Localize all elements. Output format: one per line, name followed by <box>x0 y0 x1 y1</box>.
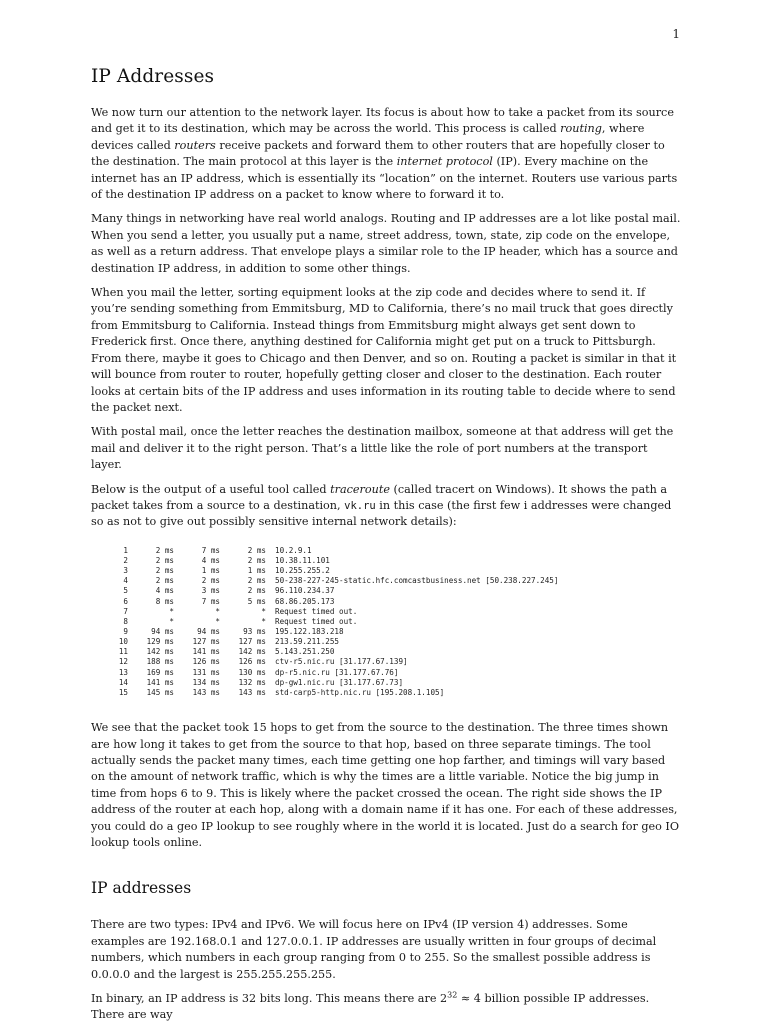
time-2: * <box>215 606 220 616</box>
paragraph-hops-explanation: We see that the packet took 15 hops to get from the source to the destination. The three times shown are how long it takes to get from the source to that hop, based on three separate timings. The tool actually sends the packet many times, each time getting one hop farther, and timings will vary based on the amount of network traffic, which is why the times are a little variable. Notice the big jump in time from hops 6 to 9. This is likely where the packet crossed the ocean. The right side shows the IP address of the router at each hop, along with a domain name if it has one. For each of these addresses, you could do a geo IP lookup to see roughly where in the world it is located. Just do a search for geo IO lookup tools online. <box>91 721 680 849</box>
hop-host: dp-gw1.nic.ru [31.177.67.73] <box>275 677 404 687</box>
traceroute-row <box>118 607 558 617</box>
term-routers: routers <box>174 138 216 152</box>
hop-number: 4 <box>123 576 128 586</box>
page-number: 1 <box>672 27 680 41</box>
hop-number: 3 <box>123 566 128 576</box>
text-run: (called tracert on Windows). It shows the path a packet takes from a source to a destination, <box>91 482 668 512</box>
time-1: 169 ms <box>146 667 174 677</box>
time-1: 2 ms <box>155 566 174 576</box>
term-internet-protocol: internet protocol <box>396 155 493 169</box>
term-traceroute: traceroute <box>330 482 390 496</box>
superscript: 32 <box>447 990 458 1000</box>
text-run: (IP). Every machine on the internet has an IP address, which is essentially its “location” on the internet. Routers use various parts of the destination IP address on a packet to know where to forward it to. <box>91 155 678 202</box>
time-2: 94 ms <box>197 627 220 636</box>
time-3: 93 ms <box>243 627 266 636</box>
time-2: 127 ms <box>192 637 220 647</box>
traceroute-row <box>118 657 558 667</box>
paragraph-mailbox: With postal mail, once the letter reaches the destination mailbox, someone at that address will get the mail and deliver it to the right person. That’s a little like the role of port numbers at the transport layer. <box>91 425 674 472</box>
text-run: Below is the output of a useful tool called <box>91 482 331 496</box>
page-content <box>91 66 681 1032</box>
term-routing: routing <box>560 122 602 136</box>
hop-host: 213.59.211.255 <box>275 637 340 647</box>
time-1: 2 ms <box>155 555 174 565</box>
time-3: 142 ms <box>238 647 266 657</box>
hop-host: Request timed out. <box>275 616 358 626</box>
hop-host: 195.122.183.218 <box>275 627 344 636</box>
hop-number: 13 <box>118 667 128 677</box>
time-2: 141 ms <box>192 647 220 657</box>
section-heading-ip-addresses: IP addresses <box>91 879 192 898</box>
hop-number: 6 <box>123 596 128 606</box>
time-1: 2 ms <box>155 545 174 555</box>
hop-host: 10.255.255.2 <box>275 566 330 576</box>
paragraph-binary <box>91 991 681 1024</box>
traceroute-row <box>118 678 558 688</box>
time-3: 143 ms <box>238 687 266 697</box>
text-run: receive packets and forward them to other routers that are hopefully closer to the destination. The main protocol at this layer is the <box>91 138 665 169</box>
hop-number: 7 <box>123 606 128 616</box>
text-run: in this case (the first few i addresses were changed so as not to give out possibly sensitive internal network details): <box>91 498 672 529</box>
time-2: 134 ms <box>192 677 220 687</box>
time-2: 126 ms <box>192 657 220 667</box>
traceroute-row <box>118 637 558 647</box>
time-2: 7 ms <box>201 545 220 555</box>
hop-host: dp-r5.nic.ru [31.177.67.76] <box>275 667 399 677</box>
time-3: 2 ms <box>247 545 266 555</box>
time-1: 142 ms <box>146 647 174 657</box>
time-3: 127 ms <box>238 637 266 647</box>
time-3: 5 ms <box>247 596 266 606</box>
time-2: 3 ms <box>201 586 220 596</box>
traceroute-row <box>118 668 558 678</box>
hop-host: ctv-r5.nic.ru [31.177.67.139] <box>275 657 408 667</box>
traceroute-row <box>118 627 558 637</box>
traceroute-row <box>118 597 558 607</box>
time-3: 132 ms <box>238 677 266 687</box>
hop-host: 10.2.9.1 <box>275 545 312 555</box>
traceroute-row <box>118 546 558 556</box>
hop-number: 5 <box>123 586 128 596</box>
time-3: 2 ms <box>247 555 266 565</box>
hop-host: Request timed out. <box>275 606 358 616</box>
traceroute-row <box>118 586 558 596</box>
hop-number: 1 <box>123 545 128 555</box>
hop-host: 68.86.205.173 <box>275 596 335 606</box>
traceroute-row <box>118 576 558 586</box>
time-1: * <box>169 616 174 626</box>
traceroute-row <box>118 556 558 566</box>
traceroute-output <box>118 546 558 698</box>
hop-number: 11 <box>118 647 128 657</box>
paragraph-sorting-equipment: When you mail the letter, sorting equipment looks at the zip code and decides where to send it. If you’re sending something from Emmitsburg, MD to California, there’s no mail truck that goes directly from Emmitsburg to California. Instead things from Emmitsburg might always get sent down to Frederick first. Once there, anything destined for California might get put on a truck to Pittsburgh. From there, maybe it goes to Chicago and then Denver, and so on. Routing a packet is similar in that it will bounce from router to router, hopefully getting closer and closer to the destination. Each router looks at certain bits of the IP address and uses information in its routing table to decide where to send the packet next. <box>91 286 677 414</box>
time-2: 2 ms <box>201 576 220 586</box>
time-1: * <box>169 606 174 616</box>
time-2: 143 ms <box>192 687 220 697</box>
time-2: 131 ms <box>192 667 220 677</box>
hop-host: 10.38.11.101 <box>275 555 330 565</box>
time-2: 7 ms <box>201 596 220 606</box>
time-1: 8 ms <box>155 596 174 606</box>
time-2: 1 ms <box>201 566 220 576</box>
time-1: 94 ms <box>151 627 174 636</box>
time-1: 2 ms <box>155 576 174 586</box>
code-domain: vk.ru <box>344 499 376 512</box>
time-3: 130 ms <box>238 667 266 677</box>
time-3: 2 ms <box>247 576 266 586</box>
hop-number: 12 <box>118 657 128 667</box>
paragraph-traceroute-intro <box>91 482 681 531</box>
traceroute-row <box>118 617 558 627</box>
hop-number: 8 <box>123 616 128 626</box>
page-title: IP Addresses <box>91 66 215 87</box>
time-3: 1 ms <box>247 566 266 576</box>
time-1: 4 ms <box>155 586 174 596</box>
time-2: 4 ms <box>201 555 220 565</box>
hop-host: std-carp5-http.nic.ru [195.208.1.105] <box>275 687 445 697</box>
paragraph-network-layer <box>91 105 681 203</box>
time-1: 141 ms <box>146 677 174 687</box>
text-run: , where devices called <box>91 122 645 152</box>
time-2: * <box>215 616 220 626</box>
time-3: 2 ms <box>247 586 266 596</box>
time-3: 126 ms <box>238 657 266 667</box>
hop-number: 10 <box>118 637 128 647</box>
hop-number: 15 <box>118 687 128 697</box>
hop-number: 14 <box>118 677 128 687</box>
time-3: * <box>261 606 266 616</box>
text-run: We now turn our attention to the network layer. Its focus is about how to take a packet from its source and get it to its destination, which may be across the world. This process is called <box>91 106 674 136</box>
traceroute-row <box>118 688 558 698</box>
time-1: 188 ms <box>146 657 174 667</box>
text-run: ≈ 4 billion possible IP addresses. There are way <box>91 991 650 1022</box>
hop-number: 2 <box>123 555 128 565</box>
hop-host: 96.110.234.37 <box>275 586 335 596</box>
time-1: 129 ms <box>146 637 174 647</box>
hop-number: 9 <box>123 627 128 636</box>
hop-host: 5.143.251.250 <box>275 647 335 657</box>
paragraph-ipv4-types: There are two types: IPv4 and IPv6. We will focus here on IPv4 (IP version 4) addresses. Some examples are 192.168.0.1 and 127.0.0.1. IP addresses are usually written in four groups of decimal numbers, which numbers in each group ranging from 0 to 255. So the smallest possible address is 0.0.0.0 and the largest is 255.255.255.255. <box>91 918 657 981</box>
time-3: * <box>261 616 266 626</box>
time-1: 145 ms <box>146 687 174 697</box>
text-run: In binary, an IP address is 32 bits long. This means there are 2 <box>91 991 448 1005</box>
traceroute-row <box>118 647 558 657</box>
hop-host: 50-238-227-245-static.hfc.comcastbusiness.net [50.238.227.245] <box>275 576 559 586</box>
traceroute-row <box>118 566 558 576</box>
paragraph-postal-analogy: Many things in networking have real world analogs. Routing and IP addresses are a lot like postal mail. When you send a letter, you usually put a name, street address, town, state, zip code on the envelope, as well as a return address. That envelope plays a similar role to the IP header, which has a source and destination IP address, in addition to some other things. <box>91 212 681 275</box>
